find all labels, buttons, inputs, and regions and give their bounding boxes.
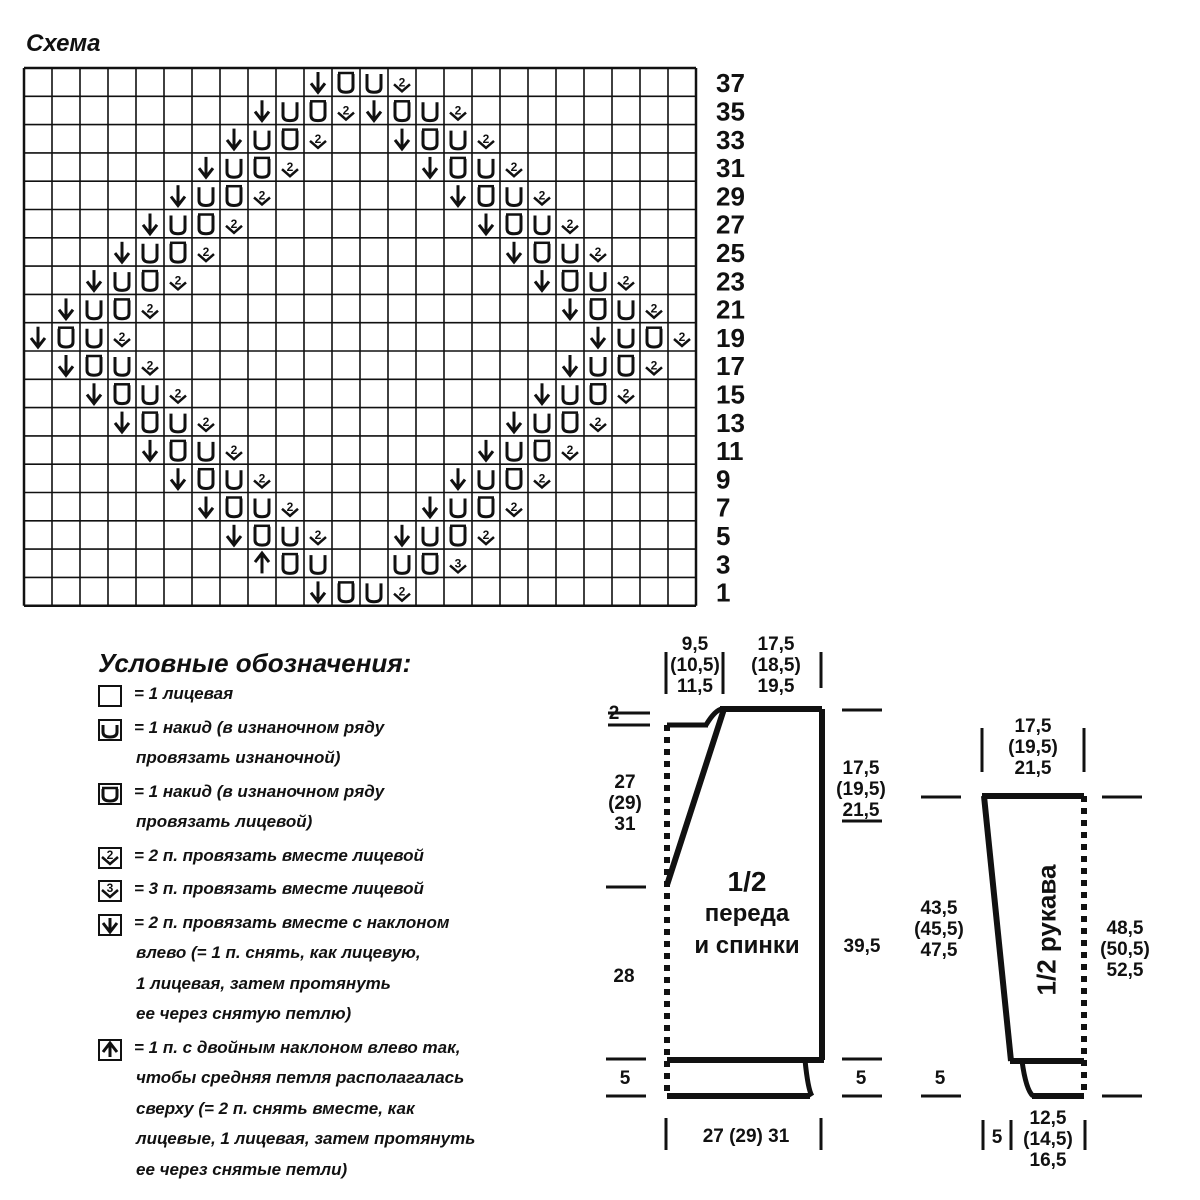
row-number: 1 xyxy=(716,577,731,608)
legend-symbol-k2 xyxy=(98,847,122,869)
chart-cell-k3 xyxy=(450,556,466,572)
svg-text:2: 2 xyxy=(202,245,210,260)
chart-cell-u xyxy=(395,555,409,573)
chart-cell-o xyxy=(590,299,606,318)
chart-cell-u xyxy=(283,527,297,545)
chart-cell-o xyxy=(170,243,186,262)
row-number: 23 xyxy=(716,266,745,297)
chart-cell-o xyxy=(254,526,270,545)
chart-cell-a xyxy=(59,298,73,318)
sleeve-cuff-offset-label: 5 xyxy=(991,1127,1003,1148)
chart-cell-k2 xyxy=(282,500,298,516)
chart-cell-k2 xyxy=(534,472,550,488)
chart-cell-a xyxy=(87,270,101,290)
chart-cell-k2 xyxy=(198,415,214,431)
row-number: 3 xyxy=(716,549,731,580)
chart-cell-k2 xyxy=(254,472,270,488)
chart-cell-a xyxy=(479,440,493,460)
chart-cell-k2 xyxy=(562,443,578,459)
chart-cell-k2 xyxy=(478,132,494,148)
chart-cell-u xyxy=(479,470,493,488)
chart-cell-o xyxy=(198,469,214,488)
chart-cell-k2 xyxy=(338,104,354,120)
chart-cell-o xyxy=(226,186,242,205)
legend-text: = 2 п. провязать вместе лицевой xyxy=(134,845,424,865)
chart-cell-a xyxy=(563,355,577,375)
row-number: 9 xyxy=(716,464,731,495)
chart-cell-a xyxy=(143,214,157,234)
chart-cell-u xyxy=(87,300,101,318)
chart-cell-o xyxy=(310,101,326,120)
svg-text:2: 2 xyxy=(566,443,574,458)
chart-cell-k2 xyxy=(534,189,550,205)
chart-cell-k2 xyxy=(282,160,298,176)
chart-cell-k2 xyxy=(394,75,410,91)
chart-cell-a xyxy=(423,157,437,177)
chart-cell-k2 xyxy=(674,330,690,346)
chart-cell-u xyxy=(227,470,241,488)
chart-cell-u xyxy=(311,555,325,573)
chart-cell-a xyxy=(199,497,213,517)
svg-text:3: 3 xyxy=(106,881,114,895)
row-number: 37 xyxy=(716,68,745,99)
legend-text: сверху (= 2 п. снять вместе, как xyxy=(136,1098,415,1118)
legend-symbol-o xyxy=(98,783,122,805)
svg-text:3: 3 xyxy=(454,556,462,571)
chart-cell-o xyxy=(562,413,578,432)
sleeve-left-height-label: 43,5 (45,5) 47,5 xyxy=(914,898,964,961)
svg-text:2: 2 xyxy=(398,584,406,599)
chart-cell-d xyxy=(255,553,269,573)
legend-text: = 1 лицевая xyxy=(134,684,234,703)
chart-cell-o xyxy=(86,356,102,375)
row-number: 17 xyxy=(716,351,745,382)
chart-cell-u xyxy=(563,244,577,262)
chart-cell-o xyxy=(170,441,186,460)
svg-text:2: 2 xyxy=(622,386,630,401)
armhole-height-label: 17,5 (19,5) 21,5 xyxy=(836,758,886,821)
svg-text:2: 2 xyxy=(622,273,630,288)
chart-cell-a xyxy=(507,242,521,262)
chart-cell-a xyxy=(227,525,241,545)
svg-text:2: 2 xyxy=(342,103,350,118)
body-piece-label: 1/2 переда и спинки xyxy=(694,866,800,959)
chart-cell-u xyxy=(479,159,493,177)
chart-cell-k2 xyxy=(646,358,662,374)
chart-cell-o xyxy=(478,498,494,517)
chart-cell-k2 xyxy=(506,500,522,516)
chart-cell-u xyxy=(87,329,101,347)
chart-cell-a xyxy=(451,185,465,205)
chart-cell-a xyxy=(563,298,577,318)
chart-cell-o xyxy=(58,328,74,347)
svg-text:2: 2 xyxy=(314,131,322,146)
chart-cell-u xyxy=(227,159,241,177)
svg-text:2: 2 xyxy=(650,301,658,316)
chart-cell-o xyxy=(646,328,662,347)
row-number: 29 xyxy=(716,181,745,212)
sleeve-rib-height-label: 5 xyxy=(934,1068,946,1089)
rib-height-label-right: 5 xyxy=(855,1068,867,1089)
row-number: 19 xyxy=(716,322,745,353)
chart-cell-a xyxy=(395,129,409,149)
svg-text:2: 2 xyxy=(482,528,490,543)
chart-cell-u xyxy=(591,272,605,290)
chart-cell-o xyxy=(142,413,158,432)
chart-cell-o xyxy=(198,215,214,234)
row-number: 31 xyxy=(716,153,745,184)
row-number: 11 xyxy=(716,436,744,467)
chart-cell-k2 xyxy=(254,189,270,205)
chart-cell-u xyxy=(451,131,465,149)
svg-text:2: 2 xyxy=(202,414,210,429)
chart-cell-a xyxy=(115,412,129,432)
chart-cell-a xyxy=(255,100,269,120)
legend-symbol-k3 xyxy=(98,880,122,902)
front-height-label: 27 (29) 31 xyxy=(608,772,642,835)
legend-symbol-empty xyxy=(98,685,122,707)
chart-cell-o xyxy=(506,469,522,488)
chart-cell-o xyxy=(254,158,270,177)
chart-cell-o xyxy=(562,271,578,290)
chart-cell-k2 xyxy=(618,387,634,403)
legend-text: = 3 п. провязать вместе лицевой xyxy=(134,879,424,898)
svg-text:2: 2 xyxy=(106,847,114,862)
chart-cell-k2 xyxy=(394,585,410,601)
svg-text:2: 2 xyxy=(174,273,182,288)
chart-cell-a xyxy=(87,383,101,403)
legend-text: влево (= 1 п. снять, как лицевую, xyxy=(136,943,421,962)
svg-text:2: 2 xyxy=(258,188,266,203)
chart-cell-u xyxy=(171,216,185,234)
legend-text: ее через снятую петлю) xyxy=(136,1004,352,1023)
svg-text:2: 2 xyxy=(594,414,602,429)
shoulder-width-label: 17,5 (18,5) 19,5 xyxy=(751,634,801,697)
legend-text: = 1 накид (в изнаночном ряду xyxy=(134,717,385,737)
svg-text:2: 2 xyxy=(230,443,238,458)
svg-text:2: 2 xyxy=(538,188,546,203)
chart-cell-u xyxy=(367,583,381,601)
chart-cell-a xyxy=(171,468,185,488)
chart-cell-k2 xyxy=(170,273,186,289)
chart-cell-k2 xyxy=(590,245,606,261)
legend-text: ее через снятые петли) xyxy=(136,1159,348,1179)
sleeve-top-width-label: 17,5 (19,5) 21,5 xyxy=(1008,716,1058,779)
chart-cell-a xyxy=(367,100,381,120)
row-number: 33 xyxy=(716,124,745,155)
chart-cell-a xyxy=(199,157,213,177)
lower-height-label: 28 xyxy=(613,966,635,987)
chart-title: Схема xyxy=(26,30,101,57)
chart-cell-u xyxy=(619,329,633,347)
chart-cell-k2 xyxy=(114,330,130,346)
chart-cell-a xyxy=(311,581,325,601)
legend-text: = 1 п. с двойным наклоном влево так, xyxy=(134,1037,461,1057)
row-number: 27 xyxy=(716,209,745,240)
row-number: 15 xyxy=(716,379,745,410)
svg-text:2: 2 xyxy=(286,160,294,175)
chart-cell-k2 xyxy=(198,245,214,261)
rib-height-label-left: 5 xyxy=(619,1068,631,1089)
chart-cell-k2 xyxy=(562,217,578,233)
chart-cell-u xyxy=(423,527,437,545)
legend-symbol-u xyxy=(98,719,122,741)
chart-cell-k2 xyxy=(646,302,662,318)
chart-cell-k2 xyxy=(142,302,158,318)
chart-cell-u xyxy=(619,300,633,318)
chart-cell-a xyxy=(171,185,185,205)
chart-cell-u xyxy=(199,442,213,460)
chart-cell-u xyxy=(451,499,465,517)
chart-cell-a xyxy=(31,327,45,347)
legend-text: = 2 п. провязать вместе с наклоном xyxy=(134,912,450,932)
legend-text: 1 лицевая, затем протянуть xyxy=(136,973,391,993)
chart-cell-k2 xyxy=(506,160,522,176)
chart-cell-u xyxy=(423,102,437,120)
chart-cell-u xyxy=(283,102,297,120)
chart-cell-a xyxy=(479,214,493,234)
row-number: 35 xyxy=(716,96,745,127)
row-number: 13 xyxy=(716,407,745,438)
sleeve-bottom-width-label: 12,5 (14,5) 16,5 xyxy=(1023,1108,1073,1171)
svg-text:2: 2 xyxy=(538,471,546,486)
svg-text:2: 2 xyxy=(146,301,154,316)
chart-cell-k2 xyxy=(226,443,242,459)
chart-cell-a xyxy=(451,468,465,488)
svg-text:2: 2 xyxy=(454,103,462,118)
chart-cell-o xyxy=(506,215,522,234)
legend-text: = 1 накид (в изнаночном ряду xyxy=(134,781,385,801)
chart-cell-a xyxy=(227,129,241,149)
chart-cell-o xyxy=(114,384,130,403)
chart-cell-k2 xyxy=(478,528,494,544)
row-number: 7 xyxy=(716,492,731,523)
svg-text:2: 2 xyxy=(174,386,182,401)
chart-cell-a xyxy=(507,412,521,432)
row-number: 5 xyxy=(716,520,731,551)
svg-text:2: 2 xyxy=(230,216,238,231)
chart-cell-a xyxy=(395,525,409,545)
chart-cell-k2 xyxy=(142,358,158,374)
chart-cell-u xyxy=(255,499,269,517)
svg-text:2: 2 xyxy=(678,330,686,344)
chart-cell-k2 xyxy=(170,387,186,403)
chart-cell-u xyxy=(115,357,129,375)
chart-cell-u xyxy=(115,272,129,290)
chart-cell-a xyxy=(591,327,605,347)
chart-cell-a xyxy=(115,242,129,262)
svg-text:2: 2 xyxy=(398,75,406,90)
legend-text: лицевые, 1 лицевая, затем протянуть xyxy=(136,1129,476,1148)
svg-text:2: 2 xyxy=(650,358,658,373)
chart-cell-o xyxy=(142,271,158,290)
chart-cell-o xyxy=(422,554,438,573)
sleeve-right-height-label: 48,5 (50,5) 52,5 xyxy=(1100,918,1150,981)
chart-cell-u xyxy=(563,385,577,403)
chart-cell-o xyxy=(450,526,466,545)
chart-cell-o xyxy=(590,384,606,403)
chart-cell-o xyxy=(394,101,410,120)
chart-cell-o xyxy=(478,186,494,205)
neck-width-label: 9,5 (10,5) 11,5 xyxy=(670,634,720,697)
legend-text: провязать изнаночной) xyxy=(136,748,341,767)
chart-cell-u xyxy=(143,244,157,262)
chart-cell-u xyxy=(255,131,269,149)
chart-cell-u xyxy=(591,357,605,375)
chart-cell-a xyxy=(535,270,549,290)
chart-cell-k2 xyxy=(226,217,242,233)
chart-cell-o xyxy=(282,554,298,573)
chart-cell-a xyxy=(311,72,325,92)
chart-cell-u xyxy=(507,187,521,205)
chart-cell-u xyxy=(171,414,185,432)
chart-cell-u xyxy=(535,414,549,432)
svg-text:2: 2 xyxy=(510,160,518,175)
chart-cell-a xyxy=(423,497,437,517)
chart-cell-o xyxy=(618,356,634,375)
chart-cell-a xyxy=(143,440,157,460)
chart-cell-u xyxy=(507,442,521,460)
neck-drop-label: 2 xyxy=(608,703,620,724)
svg-text:2: 2 xyxy=(286,499,294,514)
body-width-label: 27 (29) 31 xyxy=(702,1126,790,1147)
chart-cell-o xyxy=(422,130,438,149)
chart-cell-a xyxy=(59,355,73,375)
chart-cell-u xyxy=(535,216,549,234)
svg-text:2: 2 xyxy=(594,245,602,260)
svg-text:2: 2 xyxy=(146,358,154,373)
chart-cell-a xyxy=(535,383,549,403)
chart-cell-u xyxy=(143,385,157,403)
chart-cell-k2 xyxy=(310,132,326,148)
chart-cell-o xyxy=(114,299,130,318)
chart-cell-o xyxy=(226,498,242,517)
svg-text:2: 2 xyxy=(314,528,322,543)
svg-text:2: 2 xyxy=(258,471,266,486)
chart-cell-o xyxy=(534,441,550,460)
chart-cell-k2 xyxy=(618,273,634,289)
chart-cell-k2 xyxy=(590,415,606,431)
chart-cell-o xyxy=(450,158,466,177)
chart-cell-u xyxy=(367,74,381,92)
svg-text:2: 2 xyxy=(118,330,126,344)
legend-text: провязать лицевой) xyxy=(136,812,313,831)
chart-cell-o xyxy=(282,130,298,149)
chart-cell-o xyxy=(338,582,354,601)
chart-cell-o xyxy=(338,73,354,92)
legend-symbol-a xyxy=(98,914,122,936)
chart-cell-o xyxy=(534,243,550,262)
legend-title: Условные обозначения: xyxy=(98,648,412,678)
svg-text:2: 2 xyxy=(510,499,518,514)
chart-cell-u xyxy=(199,187,213,205)
legend-symbol-d xyxy=(98,1039,122,1061)
row-number: 25 xyxy=(716,237,745,268)
chart-cell-k2 xyxy=(450,104,466,120)
chart-cell-k2 xyxy=(310,528,326,544)
svg-text:2: 2 xyxy=(482,131,490,146)
side-height-label: 39,5 xyxy=(843,936,881,957)
svg-text:2: 2 xyxy=(566,216,574,231)
legend-text: чтобы средняя петля располагалась xyxy=(136,1068,465,1087)
row-number: 21 xyxy=(716,294,745,325)
